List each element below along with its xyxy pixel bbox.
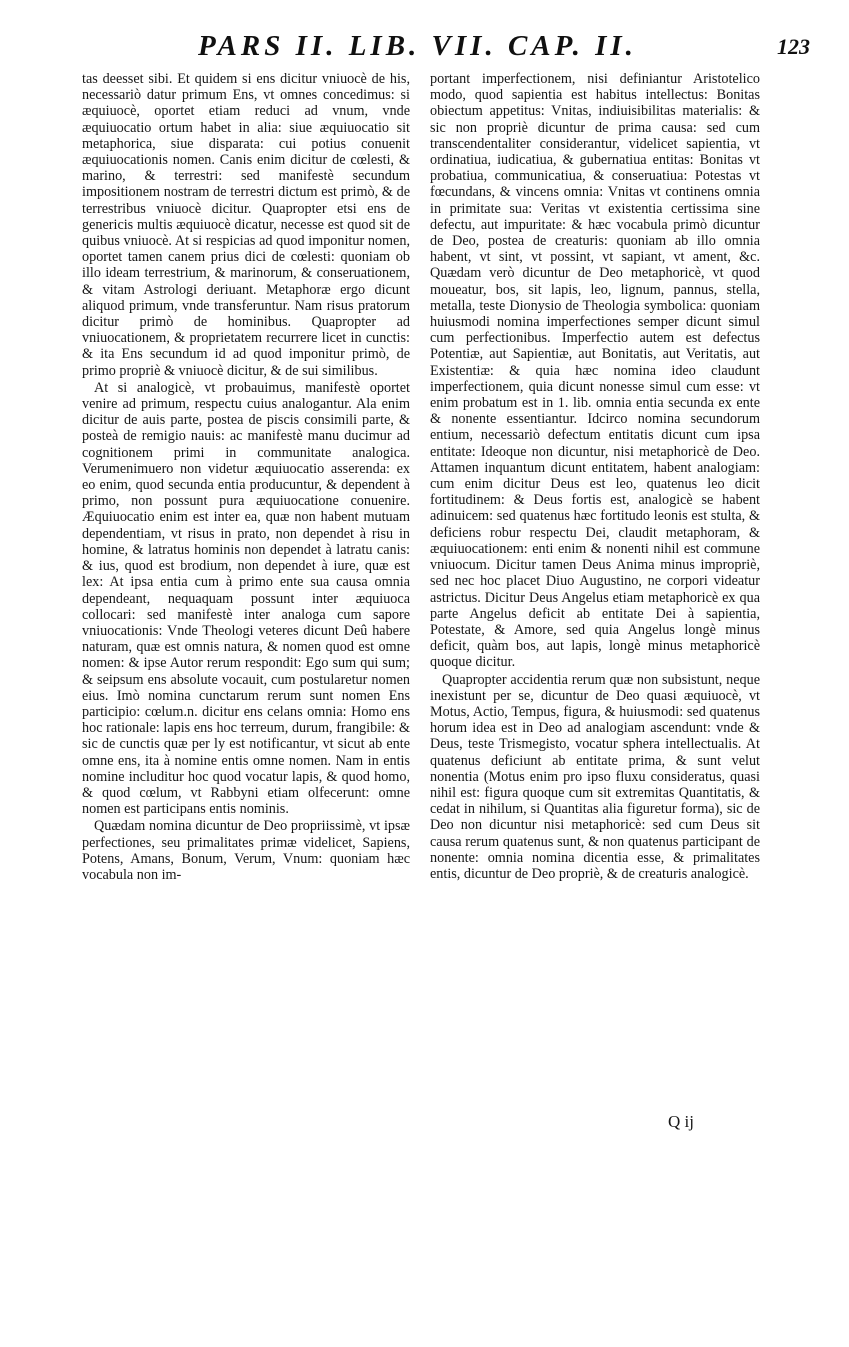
running-head: PARS II. LIB. VII. CAP. II. [198, 30, 637, 62]
left-column [82, 71, 410, 883]
paragraph: tas deesset sibi. Et quidem si ens dicitur vniuocè de his, necessariò datur primum Ens, vt omnes concedimus: si æquiuocè, oportet etiam reduci ad vnum, vnde æquiuocatio ortum habet in alia: siue æquiuocatio sit metaphorica, siue disparata: cui potius conuenit æquiuocationis nomen. Canis enim dicitur de cœlesti, & marino, & terrestri: sed manifestè secundum impositionem nostram de terrestri dictum est primò, & de terrestribus vniuocè dicitur. Quapropter etsi ens de genericis multis æquiuocè dicatur, necesse est quod sit de quibus vniuocè. At si respicias ad quod imponitur nomen, oportet tamen canem prius dici de cœlesti: quoniam ob illo ideam terrestrium, & marinorum, & conseruationem, & vitam Astrologi deriuant. Metaphoræ ergo dicunt aliquod primum, vnde transferuntur. Nam risus pratorum dicitur primò de hominibus. Quapropter ad vniuocationem, & proprietatem recurrere licet in cunctis: & ita Ens secundum id ad quod imponitur primò, de primo propriè & vniuocè dicitur, & de sui similibus. [82, 71, 410, 379]
paragraph: portant imperfectionem, nisi definiantur Aristotelico modo, quod sapientia est habitus intellectus: Bonitas obiectum appetitus: Vnitas, indiuisibilitas materialis: & sic non propriè dicuntur de prima causa: sed cum transcendentaliter considerantur, videlicet sapientia, vt ordinatiua, iudicatiua, & gubernatiua entitas: Bonitas vt probatiua, communicatiua, & conseruatiua: Potestas vt fœcundans, & vincens omnia: Vnitas vt continens omnia in primitate sua: Veritas vt existentia certissima sine defectu, aut impuritate: & hæc vocabula primò dicuntur de Deo, postea de creaturis: quoniam ab illo omnia habent, vt sint, vt possint, vt sapiant, vt ament, &c. Quædam verò dicuntur de Deo metaphoricè, vt quod moueatur, bos, sit lapis, leo, lignum, pannus, stella, metalla, teste Dionysio de Theologia symbolica: quoniam huiusmodi nomina imperfectiones semper dicunt simul cum perfectionibus. Imperfectio autem est defectus Potentiæ, aut Sapientiæ, aut Bonitatis, aut Veritatis, aut Existentiæ: & quia hæc nomina ideo claudunt imperfectionem, quia dicunt nonesse simul cum esse: vt enim probatum est in 1. lib. omnia entia secunda ex ente & nonente essentiantur. Idcirco nomina secundorum entium, necessariò defectum entitatis dicunt cum ipsa entitate: Ideoque non dicuntur, nisi metaphoricè de Deo. Attamen inquantum dicunt entitatem, habent analogiam: cum enim dicitur Deus est leo, quatenus leo dicit fortitudinem: & Deus fortis est, analogicè se habent adinuicem: sed quatenus hæc fortitudo leonis est stulta, & deficiens robur respectu Dei, claudit metaphoram, & æquiuocationem: enti enim & nonenti nihil est commune vniuocum. Dicitur tamen Deus Anima minus impropriè, sed nec hoc placet Diuo Augustino, ne corpori videatur astrictus. Dicitur Deus Angelus etiam metaphoricè ex qua parte Angelus deficit ab entitate Dei à sapientia, Potestate, & Amore, sed quia Angelus longè minus deficit, quàm bos, aut lapis, longè minus metaphoricè quoque dicitur. [430, 71, 760, 671]
paragraph: Quædam nomina dicuntur de Deo propriissimè, vt ipsæ perfectiones, seu primalitates primæ videlicet, Sapiens, Potens, Amans, Bonum, Verum, Vnum: quoniam hæc vocabula non im- [82, 818, 410, 883]
paragraph: At si analogicè, vt probauimus, manifestè oportet venire ad primum, respectu cuius analogantur. Ala enim dicitur de auis parte, postea de piscis consimili parte, & posteà de remigio nauis: ac manifestè manu ducimur ad cognitionem primi in communitate analogica. Verumenimuero non videtur æquiuocatio asserenda: ex eo enim, quod secunda entia producuntur, & dependent à primo, non possunt pura æquiuocatione conuenire. Æquiuocatio enim est inter ea, quæ non habent mutuam dependentiam, vt risus in prato, non dependet à risu in homine, & latratus hominis non dependet à latratu canis: & ius, quod est brodium, non dependet à iure, quæ est lex: At ipsa entia cum à primo ente sua causa omnia dependeant, nequaquam possunt inter æquiuoca collocari: sed manifestè inter analoga cum sapore vniuocationis: Vnde Theologi veteres dicunt Deû habere naturam, quæ est omnis natura, & nomen quod est omne nomen: & ipse Autor rerum respondit: Ego sum qui sum; & seipsum ens absolute vocauit, cum postularetur nomen eius. Imò nomina cunctarum rerum sunt nomen Ens participio: cœlum.n. dicitur ens celans omnia: Homo ens hoc rationale: lapis ens hoc terreum, durum, frangibile: & sic de cunctis quæ per ly est notificantur, vt sicut ab ente omne ens, ita à nomine entis omne nomen. Nam in entis nomine includitur hoc quod vocatur lapis, & quod homo, & quod cœlum, vt Rabbyni etiam olfecerunt: omne nomen est participans entis nominis. [82, 379, 410, 818]
page-header [160, 28, 810, 68]
signature-mark: Q ij [668, 1112, 694, 1131]
right-column [430, 71, 760, 882]
paragraph: Quapropter accidentia rerum quæ non subsistunt, neque inexistunt per se, dicuntur de Deo quasi æquiuocè, vt Motus, Actio, Tempus, figura, & huiusmodi: sed quatenus horum idea est in Deo ad analogiam ascendunt: vnde & Deus, teste Trismegisto, vocatur sphera intellectualis. At quatenus deficiunt ab entitate prima, & sunt velut nonentia (Motus enim pro ipso fluxu consideratus, quasi nihil est: figura quoque cum sit extremitas Quantitatis, & cedat in nihilum, si Quantitas alia figuretur forma), sic de Deo non dicuntur nisi metaphoricè: sed cum Deus sit causa rerum quatenus sunt, & non quatenus participant de nonente: omnia nomina dicentia esse, & primalitates entis, dicuntur de Deo propriè, & de creaturis analogicè. [430, 671, 760, 882]
page-number: 123 [777, 34, 810, 59]
